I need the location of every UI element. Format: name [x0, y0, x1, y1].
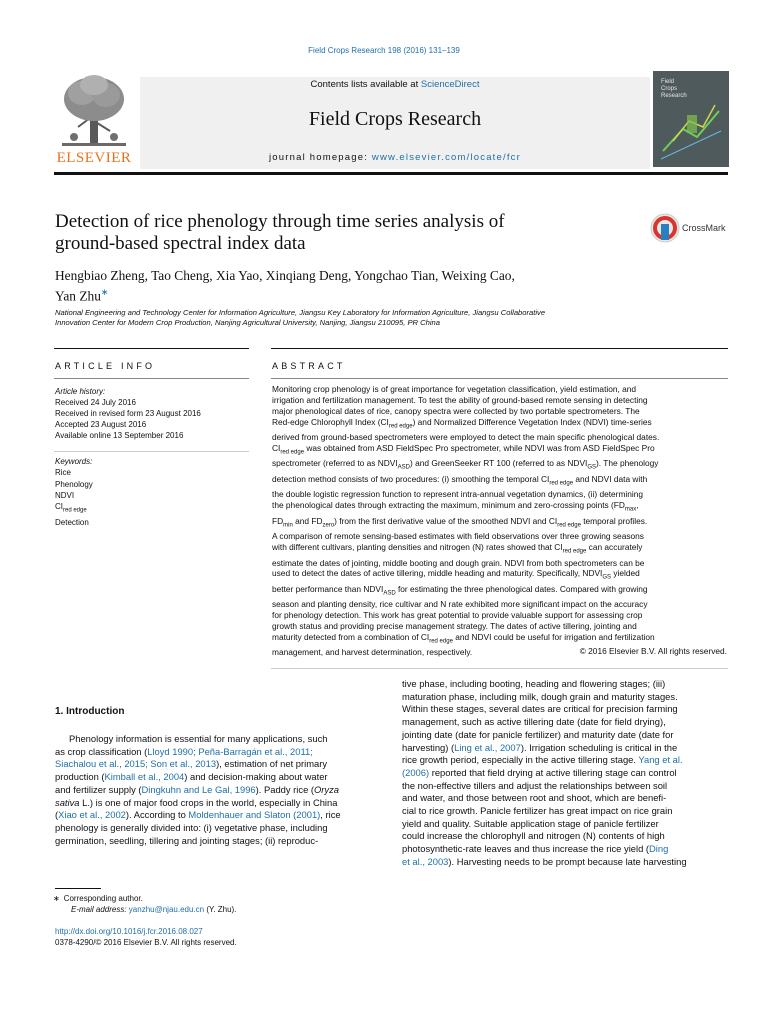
footnote-mark: ∗	[53, 894, 60, 903]
abstract-line: irrigation and fertilization management. To test the ability of ground-based remote sensing in detecting	[272, 394, 648, 405]
abstract-line: for phenology detection. This work has great potential to provide valuable support for assessing crop	[272, 610, 643, 621]
abstract-line	[272, 474, 727, 490]
abstract-text: FD	[272, 515, 284, 526]
abstract-line	[272, 458, 727, 474]
issn-copyright: 0378-4290/© 2016 Elsevier B.V. All rights reserved.	[55, 938, 237, 947]
article-info-subrule	[54, 378, 249, 379]
abstract-line	[272, 443, 727, 459]
species-name: Oryza	[314, 783, 340, 795]
homepage-prefix: journal homepage:	[268, 152, 372, 163]
abstract-subscript: max	[624, 506, 637, 513]
body-text: reported that field drying at active tillering stage can control	[429, 766, 677, 778]
abstract-subrule	[271, 378, 728, 379]
footnote-text: (Y. Zhu).	[204, 905, 237, 914]
abstract-text: ). The phenology	[596, 458, 659, 469]
sciencedirect-link[interactable]: ScienceDirect	[420, 79, 480, 90]
body-line	[55, 797, 381, 810]
affiliation-line: Innovation Center for Modern Crop Production, Nanjing Agricultural University, Nanjing, Jiangsu 210095, PR China	[55, 318, 440, 327]
contents-line	[140, 79, 650, 90]
abstract-line	[272, 417, 727, 433]
body-line	[402, 754, 728, 767]
keywords-rule	[54, 451, 249, 452]
author-email-link[interactable]: yanzhu@njau.edu.cn	[128, 905, 205, 914]
abstract-line: the double logistic regression function to represent intra-annual vegetation dynamics, (ii) determining	[272, 489, 644, 500]
affiliation	[55, 308, 635, 328]
body-line: tive phase, including booting, heading and flowering stages; (iii)	[402, 678, 666, 689]
body-line: cial to rice growth. Panicle fertilizer has great impact on rice grain	[402, 805, 673, 817]
footnote-text: Corresponding author.	[63, 894, 143, 903]
header-rule	[54, 172, 728, 175]
abstract-text: and NDVI data with	[573, 473, 648, 484]
abstract-text: with different cultivars, planting densities and nitrogen (N) rates showed that CI	[272, 542, 563, 553]
abstract-text: ) and GreenSeeker RT 100 (referred to as NDVI	[410, 458, 588, 469]
authors-line: Yan Zhu	[55, 288, 101, 304]
crossmark-button[interactable]	[650, 213, 730, 243]
abstract-copyright: © 2016 Elsevier B.V. All rights reserved.	[579, 646, 727, 656]
abstract-text: maturity detected from a combination of CI	[272, 631, 430, 642]
body-text: rice growth period, especially in the active tillering stage.	[402, 754, 639, 766]
affiliation-line: National Engineering and Technology Center for Information Agriculture, Jiangsu Key Laboratory for Information Agriculture, Jiangsu Collaborative	[55, 308, 546, 317]
abstract-line: A comparison of remote sensing-based estimates with field observations over three growing seasons	[272, 531, 644, 542]
body-text: ) and decision-making about water	[184, 771, 328, 783]
abstract-heading: ABSTRACT	[272, 361, 346, 371]
journal-band	[140, 77, 650, 169]
body-line: germination, seedling, tillering and jointing stages; (ii) reproduc-	[55, 834, 319, 846]
abstract-text: ) and Normalized Difference Vegetation Index (NDVI) time-series	[412, 416, 652, 427]
abstract-subscript: min	[283, 522, 293, 529]
history-item: Received in revised form 23 August 2016	[55, 409, 201, 418]
abstract-subscript: red edge	[549, 480, 574, 487]
body-line: jointing date (date for panicle fertilizer) and maturity date (date for	[402, 728, 674, 740]
footnote-rule	[55, 888, 101, 889]
crossmark-label: CrossMark	[682, 223, 726, 233]
body-line: management, such as active tillering date (date for field drying),	[402, 716, 666, 728]
abstract-text: Red-edge Chlorophyll Index (CI	[272, 416, 389, 427]
title-line: Detection of rice phenology through time series analysis of	[55, 211, 505, 232]
reference-link[interactable]: (2006)	[402, 766, 430, 778]
body-text: harvesting) (	[402, 741, 455, 753]
abstract-line: management, and harvest determination, respectively.	[272, 647, 473, 658]
reference-link[interactable]: Siachalou et al., 2015; Son et al., 2013	[55, 758, 217, 770]
abstract-text: ,	[636, 500, 639, 511]
corresponding-author-footnote	[53, 893, 381, 915]
body-text: photosynthetic-rate leaves and thus increase the rice yield (	[402, 843, 650, 855]
abstract-subscript: GS	[602, 575, 612, 582]
abstract-text: the phenological dates through extracting the maximum, minimum and zero-crossing points (FD	[272, 500, 625, 511]
abstract-subscript: red edge	[429, 638, 453, 645]
body-text: , rice	[320, 809, 341, 821]
abstract-subscript: GS	[587, 465, 597, 472]
abstract-text: CI	[272, 442, 281, 453]
abstract-text: and FD	[292, 515, 323, 526]
body-line: could increase the chlorophyll and nitrogen (N) contents of high	[402, 830, 665, 842]
abstract-text: better performance than NDVI	[272, 583, 384, 594]
doi-block	[55, 926, 375, 948]
crossmark-icon	[650, 213, 680, 243]
keyword-ci: CI	[55, 502, 63, 512]
cover-graphic-icon	[653, 71, 729, 167]
body-line: and water, and those between root and shoot, which are benefi-	[402, 792, 667, 804]
abstract-subscript: red edge	[562, 548, 587, 555]
abstract-text: and NDVI could be useful for irrigation and fertilization	[452, 631, 655, 642]
article-title	[55, 211, 615, 255]
authors-line: Hengbiao Zheng, Tao Cheng, Xia Yao, Xinqiang Deng, Yongchao Tian, Weixing Cao,	[55, 268, 515, 283]
body-column-left	[55, 733, 381, 847]
journal-citation-link[interactable]: Field Crops Research 198 (2016) 131–139	[308, 46, 460, 55]
body-line: Within these stages, several dates are critical for precision farming	[402, 703, 678, 715]
body-line	[55, 771, 381, 784]
abstract-text: yielded	[611, 568, 640, 579]
history-item: Available online 13 September 2016	[55, 431, 184, 440]
abstract-line: growth status and providing precise management strategy. The dates of active tillering, jointing and	[272, 621, 637, 632]
body-line	[402, 856, 728, 869]
body-line	[402, 767, 728, 780]
abstract-text: was obtained from ASD FieldSpec Pro spectrometer, while NDVI was from ASD FieldSpec Pro	[304, 442, 655, 453]
keyword-item: Rice	[55, 468, 72, 478]
cover-title-line: Crops	[661, 86, 678, 92]
body-line	[402, 843, 728, 856]
abstract-body	[272, 384, 727, 658]
body-text: ), estimation of net primary	[216, 758, 328, 770]
article-history	[55, 386, 250, 441]
body-line: Phenology information is essential for many applications, such	[69, 733, 328, 744]
abstract-subscript: ASD	[383, 590, 396, 597]
abstract-text: spectrometer (referred to as NDVI	[272, 458, 398, 469]
body-text: ). Harvesting needs to be prompt because late harvesting	[448, 855, 687, 867]
keywords-label: Keywords:	[55, 457, 93, 466]
reference-link[interactable]: Moldenhauer and Slaton (2001)	[188, 809, 321, 821]
corresponding-author-mark[interactable]: ∗	[100, 287, 109, 297]
reference-link[interactable]: et al., 2003	[402, 855, 449, 867]
keyword-item: NDVI	[55, 490, 75, 500]
elsevier-tree-logo[interactable]	[54, 71, 134, 169]
abstract-text: for estimating the three phenological dates. Compared with growing	[395, 583, 648, 594]
body-line	[55, 746, 381, 759]
journal-title: Field Crops Research	[308, 108, 482, 130]
keyword-item: Phenology	[55, 479, 93, 489]
elsevier-wordmark: ELSEVIER	[56, 150, 132, 166]
body-line	[402, 742, 728, 755]
reference-link[interactable]: Kimball et al., 2004	[104, 771, 185, 783]
abstract-line: estimate the dates of jointing, middle booting and dough grain. NDVI from both spectrometers can be	[272, 557, 645, 568]
abstract-line: Monitoring crop phenology is of great importance for vegetation classification, yield estimation, and	[272, 384, 637, 394]
abstract-line	[272, 542, 727, 558]
cover-title-line: Research	[661, 93, 687, 99]
abstract-subscript: red edge	[557, 522, 581, 529]
contents-prefix: Contents lists available at	[310, 79, 421, 90]
abstract-subscript: ASD	[397, 465, 411, 472]
abstract-text: temporal profiles.	[580, 515, 648, 526]
abstract-line: derived from ground-based spectrometers were employed to detect the main specific phenological dates.	[272, 432, 660, 443]
abstract-line	[272, 500, 727, 516]
article-info-rule	[54, 348, 249, 349]
cover-title-line: Field	[661, 79, 675, 85]
body-text: (	[55, 809, 59, 821]
abstract-line: major phenological dates of rice, canopy spectra were collected by two portable spectrometers. The	[272, 405, 640, 416]
abstract-subscript: zero	[322, 522, 335, 529]
abstract-text: detection method consists of two procedures: (i) smoothing the temporal CI	[272, 473, 550, 484]
body-line: maturation phase, including milk, dough grain and maturity stages.	[402, 690, 678, 702]
article-info-heading: ARTICLE INFO	[55, 361, 156, 371]
body-text: ). Irrigation scheduling is critical in the	[520, 741, 678, 753]
abstract-subscript: red edge	[280, 449, 305, 456]
reference-link[interactable]: Xiao et al., 2002	[58, 809, 126, 821]
email-label: E-mail address:	[71, 905, 129, 914]
body-text: production (	[55, 771, 105, 783]
body-text: and fertilizer supply (	[55, 783, 142, 795]
reference-link[interactable]: Dingkuhn and Le Gal, 1996	[141, 783, 256, 795]
abstract-text: ) from the first derivative value of the smoothed NDVI and CI	[334, 515, 558, 526]
body-line	[55, 784, 381, 797]
abstract-line	[272, 516, 727, 532]
title-line: ground-based spectral index data	[55, 233, 306, 254]
abstract-text: can accurately	[586, 542, 643, 553]
body-line	[55, 758, 381, 771]
body-line: yield and quality. Suitable application stage of panicle fertilizer	[402, 817, 659, 829]
journal-cover-image[interactable]	[653, 71, 729, 167]
body-line: phenology is generally divided into: (i) vegetative phase, including	[55, 821, 328, 833]
history-item: Accepted 23 August 2016	[55, 420, 147, 429]
reference-link[interactable]: Ding	[649, 843, 669, 855]
body-text: ). Paddy rice (	[255, 783, 315, 795]
body-line	[55, 809, 381, 822]
abstract-line	[272, 584, 727, 600]
history-item: Received 24 July 2016	[55, 398, 136, 407]
author-list	[55, 267, 645, 304]
abstract-rule	[271, 348, 728, 349]
tree-icon	[54, 71, 134, 151]
abstract-text: used to detect the dates of active tillering, middle heading and maturity. Specifically, NDVI	[272, 568, 603, 579]
doi-link[interactable]: http://dx.doi.org/10.1016/j.fcr.2016.08.027	[55, 927, 203, 936]
history-label: Article history:	[55, 387, 106, 396]
body-text: as crop classification (	[55, 745, 148, 757]
journal-masthead	[54, 71, 728, 171]
keyword-ci-subscript: red edge	[63, 507, 87, 514]
keyword-item	[55, 501, 250, 517]
reference-link[interactable]: Lloyd 1990; Peña-Barragán et al., 2011;	[147, 745, 313, 757]
abstract-subscript: red edge	[388, 423, 413, 430]
section-heading-introduction: 1. Introduction	[55, 706, 125, 717]
reference-link[interactable]: Ling et al., 2007	[454, 741, 521, 753]
body-text: L.) is one of major food crops in the world, especially in China	[79, 796, 338, 808]
body-column-right	[402, 678, 728, 869]
homepage-line	[140, 152, 650, 163]
reference-link[interactable]: Yang et al.	[638, 754, 683, 766]
body-line: the non-effective tillers and adjust the relationships between soil	[402, 779, 668, 791]
journal-homepage-link[interactable]: www.elsevier.com/locate/fcr	[371, 152, 521, 163]
abstract-line	[272, 568, 727, 584]
body-text: ). According to	[125, 809, 189, 821]
abstract-line: season and planting density, rice cultivar and N rate exhibited more significant impact on the accuracy	[272, 599, 648, 610]
keyword-item: Detection	[55, 518, 89, 528]
abstract-end-rule	[271, 668, 728, 669]
keywords	[55, 456, 250, 528]
species-name: sativa	[55, 796, 80, 808]
